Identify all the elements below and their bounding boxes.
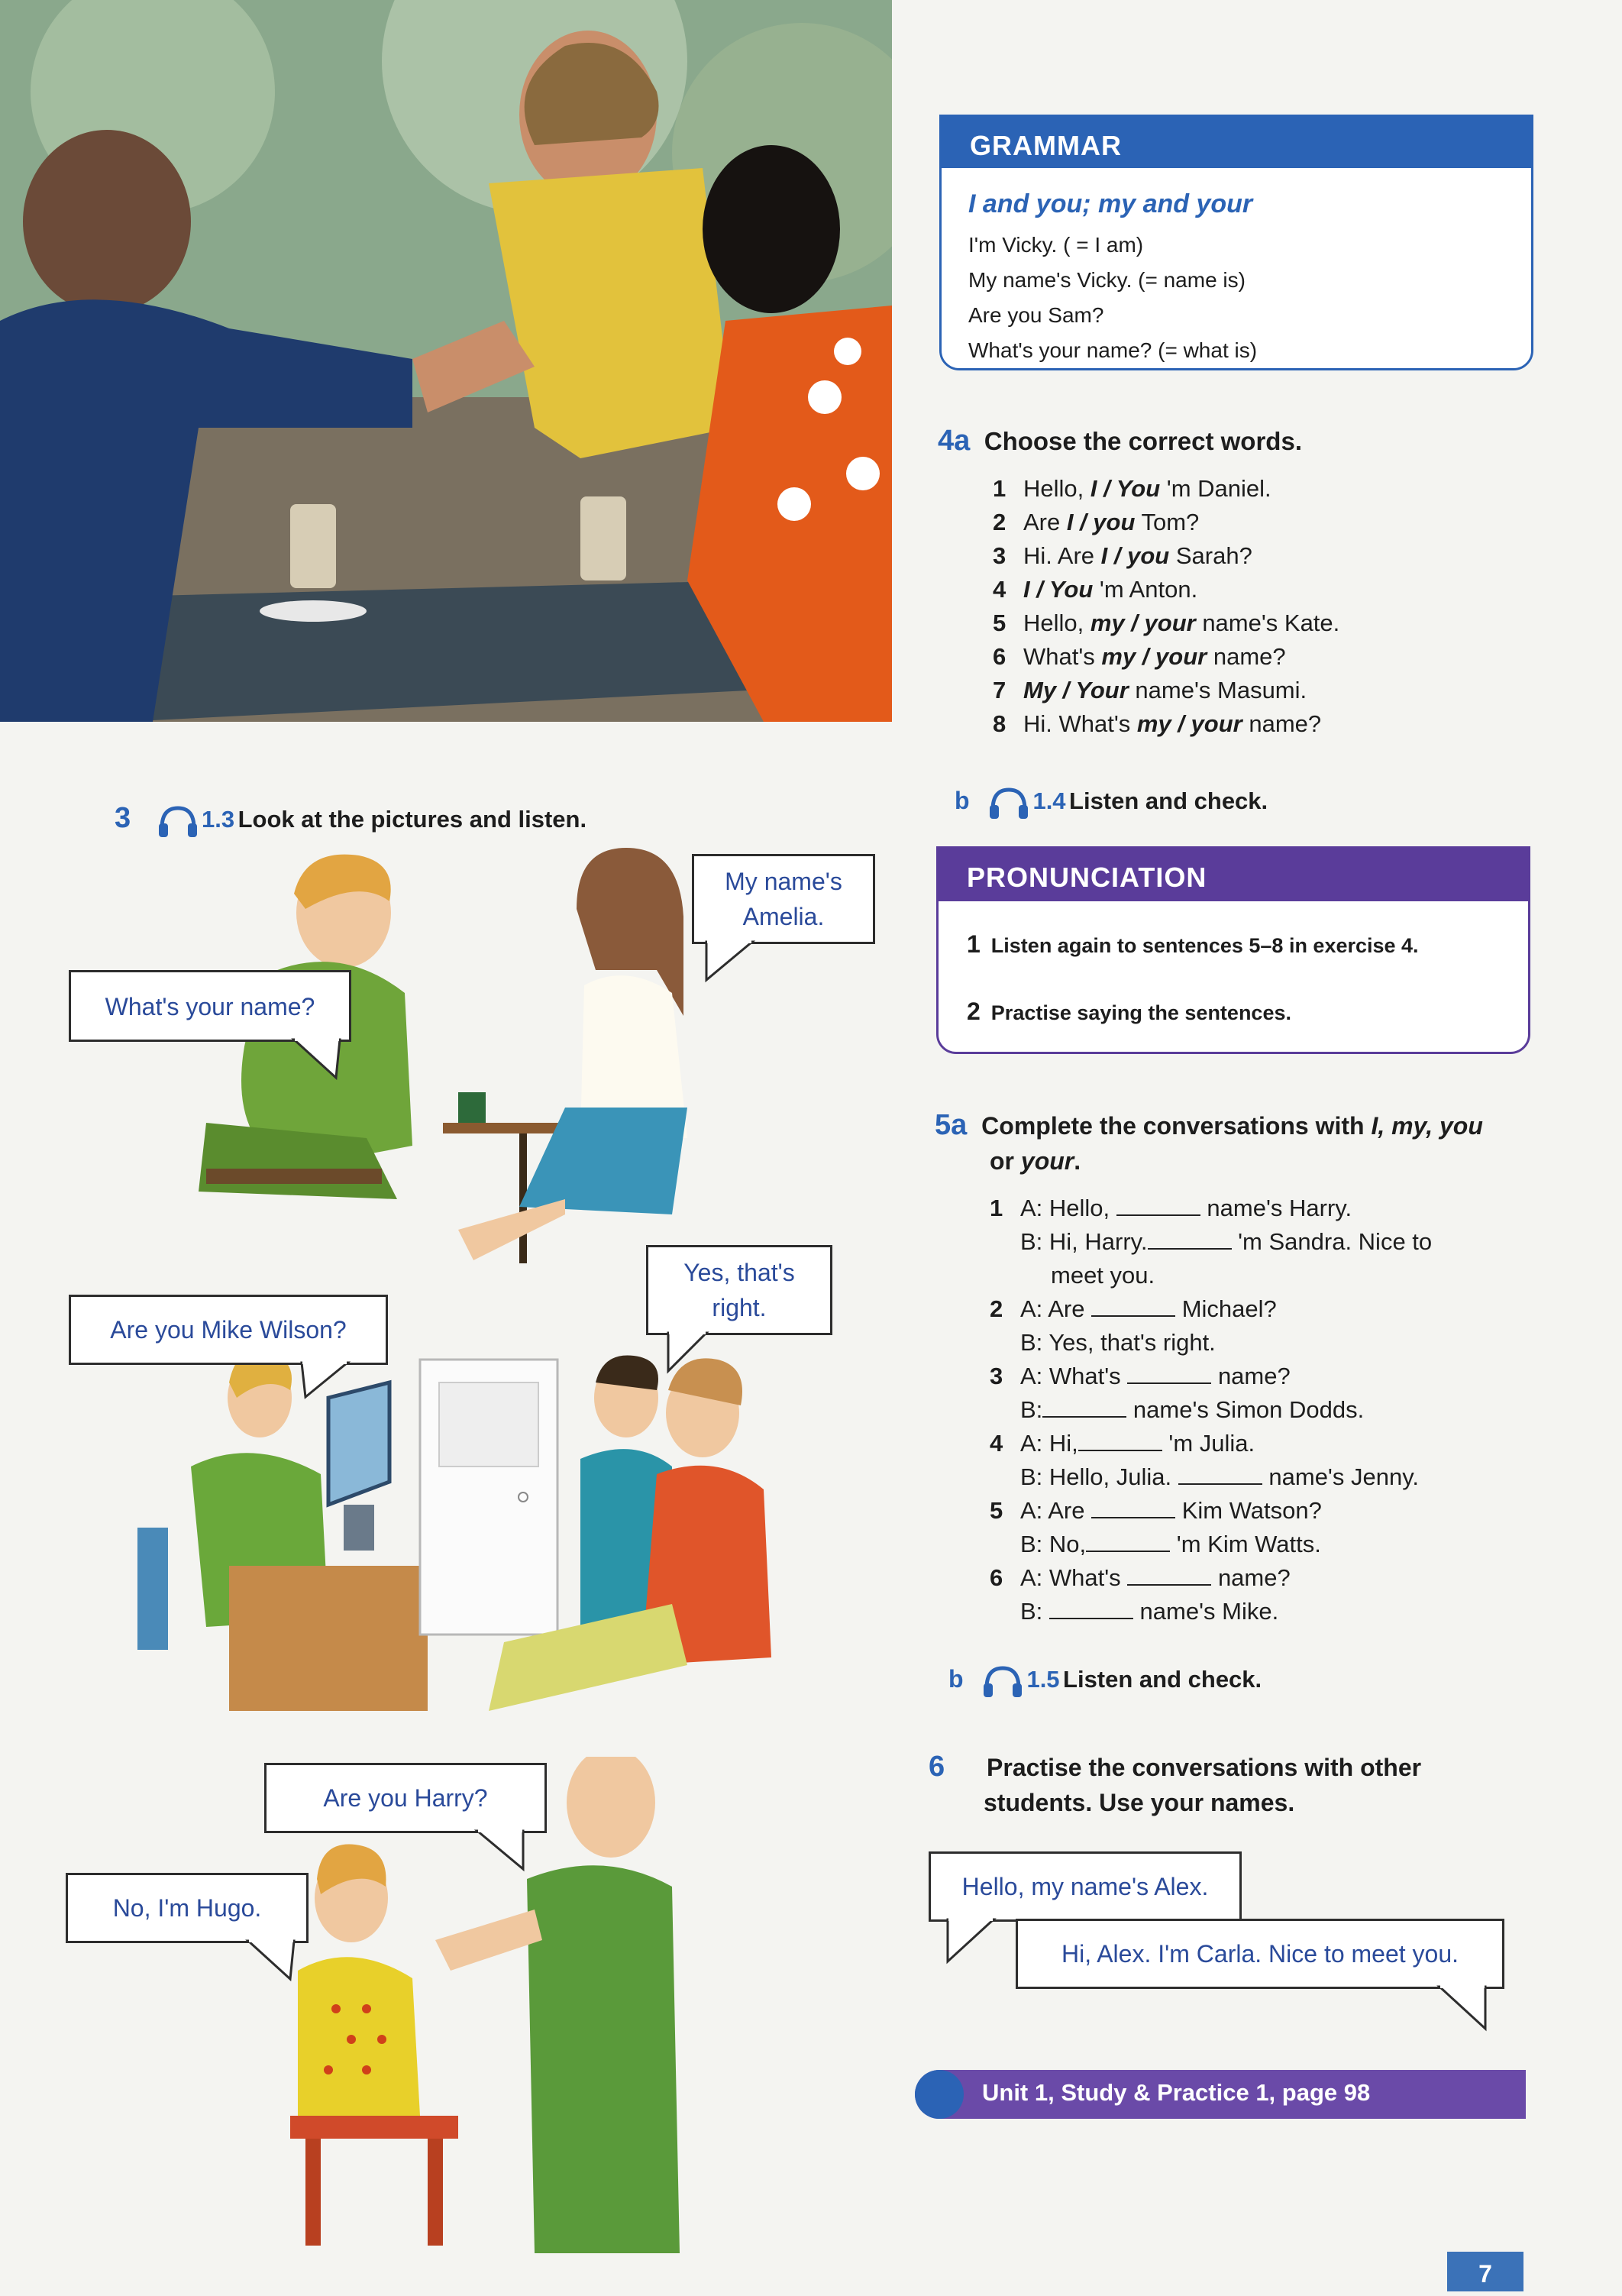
exercise-6-instruction: students. Use your names. — [984, 1789, 1295, 1816]
bubble-tail — [473, 1831, 527, 1873]
conversation-text: A: Are — [1020, 1295, 1085, 1322]
bubble-no-im-hugo — [66, 1873, 309, 1943]
conversation-line — [1051, 1259, 1432, 1292]
exercise-5a-conversations — [990, 1192, 1432, 1628]
conversation-text: A: Are — [1020, 1497, 1085, 1524]
item-text: name? — [1242, 710, 1322, 737]
item-choice[interactable]: I / You — [1023, 576, 1094, 603]
item-choice[interactable]: I / you — [1066, 509, 1136, 535]
conversation-text: A: Hi, — [1020, 1430, 1078, 1457]
exercise-6-heading — [929, 1749, 1421, 1820]
conversation-text: meet you. — [1051, 1262, 1155, 1289]
exercise-6-number: 6 — [929, 1751, 945, 1783]
item-text: Sarah? — [1169, 542, 1252, 569]
exercise-3-number: 3 — [115, 802, 131, 834]
conversation-text: A: Hello, — [1020, 1195, 1110, 1221]
exercise-5a-number: 5a — [935, 1109, 968, 1141]
item-text: 'm Daniel. — [1160, 475, 1271, 502]
conversation-line — [990, 1292, 1432, 1326]
list-item — [993, 506, 1339, 539]
blank-input[interactable] — [1078, 1430, 1162, 1451]
exercise-4b-label: b — [955, 787, 970, 814]
grammar-examples — [968, 228, 1257, 368]
conversation-text: 'm Julia. — [1168, 1430, 1255, 1457]
conversation-text: Michael? — [1181, 1295, 1277, 1322]
item-choice[interactable]: I / You — [1090, 475, 1161, 502]
conversation-line — [1020, 1393, 1432, 1427]
exercise-5a-words: I, my, you — [1371, 1112, 1483, 1140]
conversation-number: 6 — [990, 1564, 1003, 1591]
page-number: 7 — [1447, 2252, 1523, 2291]
bubble-tail — [290, 1040, 344, 1082]
blank-input[interactable] — [1178, 1463, 1262, 1485]
blank-input[interactable] — [1127, 1564, 1211, 1586]
grammar-example: My name's Vicky. (= name is) — [968, 268, 1246, 292]
conversation-text: B: — [1020, 1396, 1043, 1423]
bubble-yes-thats-right — [646, 1245, 832, 1335]
list-item — [993, 674, 1339, 707]
item-text: Hello, — [1023, 475, 1090, 502]
exercise-4a-heading — [938, 425, 1302, 458]
blank-input[interactable] — [1116, 1195, 1200, 1216]
conversation-line — [1020, 1326, 1432, 1360]
conversation-text: B: No, — [1020, 1531, 1087, 1557]
conversation-text: name? — [1217, 1564, 1291, 1591]
bubble-tail — [298, 1363, 351, 1401]
conversation-text: B: Yes, that's right. — [1020, 1329, 1216, 1356]
conversation-text: B: Hello, Julia. — [1020, 1463, 1172, 1490]
audio-track-1-3: 1.3 — [202, 806, 235, 833]
conversation-text: 'm Sandra. Nice to — [1238, 1228, 1433, 1255]
exercise-5b — [948, 1665, 1262, 1703]
item-text: Hello, — [1023, 610, 1090, 636]
cafe-photo — [0, 0, 892, 722]
conversation-number: 4 — [990, 1430, 1003, 1457]
conversation-text: B: Hi, Harry. — [1020, 1228, 1148, 1255]
exercise-5b-instruction: Listen and check. — [1063, 1666, 1262, 1693]
exercise-4b — [955, 787, 1268, 824]
blank-input[interactable] — [1042, 1396, 1126, 1418]
bubble-my-name-amelia — [692, 854, 875, 944]
audio-track-1-5: 1.5 — [1026, 1666, 1060, 1693]
exercise-5a-instruction: Complete the conversations with — [981, 1112, 1372, 1140]
item-text: Hi. What's — [1023, 710, 1137, 737]
conversation-text: name? — [1217, 1363, 1291, 1389]
list-item — [993, 573, 1339, 606]
conversation-line — [1020, 1595, 1432, 1628]
item-choice[interactable]: my / your — [1101, 643, 1207, 670]
bubble-hugo-text: No, I'm Hugo. — [112, 1894, 262, 1922]
item-number: 7 — [993, 677, 1006, 703]
item-number: 1 — [993, 475, 1006, 502]
exercise-4a-list — [993, 472, 1339, 741]
study-practice-reference[interactable]: Unit 1, Study & Practice 1, page 98 — [982, 2079, 1371, 2106]
item-number: 4 — [993, 576, 1006, 603]
item-choice[interactable]: My / Your — [1023, 677, 1129, 703]
conversation-text: Kim Watson? — [1181, 1497, 1322, 1524]
bubble-yes-line-1: Yes, that's — [683, 1259, 795, 1286]
bubble-alex-text: Hello, my name's Alex. — [961, 1873, 1209, 1900]
bubble-tail — [703, 942, 756, 984]
blank-input[interactable] — [1086, 1531, 1170, 1552]
pronunciation-item — [967, 998, 1291, 1026]
item-text: Tom? — [1135, 509, 1200, 535]
list-item — [993, 606, 1339, 640]
list-item — [993, 640, 1339, 674]
bubble-are-you-harry — [264, 1763, 547, 1833]
list-item — [993, 472, 1339, 506]
item-text: 'm Anton. — [1093, 576, 1198, 603]
conversation-line — [990, 1494, 1432, 1528]
item-number: 3 — [993, 542, 1006, 569]
conversation-text: name's Simon Dodds. — [1132, 1396, 1365, 1423]
conversation-number: 2 — [990, 1295, 1003, 1322]
grammar-subtitle: I and you; my and your — [968, 189, 1253, 218]
conversation-line — [990, 1192, 1432, 1225]
pronunciation-item — [967, 930, 1419, 959]
item-number: 6 — [993, 643, 1006, 670]
blank-input[interactable] — [1091, 1497, 1175, 1518]
bubble-mike-text: Are you Mike Wilson? — [110, 1316, 347, 1344]
item-number: 5 — [993, 610, 1006, 636]
item-text: name? — [1207, 643, 1286, 670]
exercise-3-instruction: Look at the pictures and listen. — [237, 806, 587, 833]
bubble-harry-text: Are you Harry? — [323, 1784, 488, 1812]
blank-input[interactable] — [1148, 1228, 1232, 1250]
item-text: name's Masumi. — [1128, 677, 1307, 703]
bubble-whats-your-name-text: What's your name? — [105, 993, 315, 1020]
item-choice[interactable]: I / you — [1100, 542, 1170, 569]
exercise-5a-word-your: your — [1020, 1147, 1074, 1175]
bubble-tail — [244, 1941, 298, 1983]
bubble-hi-alex-im-carla — [1016, 1919, 1504, 1989]
exercise-5a-period: . — [1074, 1147, 1081, 1175]
blank-input[interactable] — [1127, 1363, 1211, 1384]
conversation-text: A: What's — [1020, 1363, 1121, 1389]
conversation-text: A: What's — [1020, 1564, 1121, 1591]
pronunciation-item-number: 2 — [967, 998, 981, 1025]
pronunciation-item-text: Listen again to sentences 5–8 in exercise 4. — [990, 934, 1419, 957]
bubble-amelia-line-1: My name's — [725, 868, 842, 895]
conversation-line — [990, 1427, 1432, 1460]
item-number: 2 — [993, 509, 1006, 535]
item-text: Are — [1023, 509, 1067, 535]
exercise-6-instruction: Practise the conversations with other — [987, 1754, 1422, 1781]
bubble-hello-alex — [929, 1851, 1242, 1922]
conversation-number: 3 — [990, 1363, 1003, 1389]
bubble-are-you-mike-wilson — [69, 1295, 388, 1365]
pronunciation-title: PRONUNCIATION — [967, 862, 1207, 893]
list-item — [993, 539, 1339, 573]
bubble-whats-your-name — [69, 970, 351, 1042]
list-item — [993, 707, 1339, 741]
grammar-example: Are you Sam? — [968, 303, 1104, 327]
conversation-text: name's Jenny. — [1268, 1463, 1420, 1490]
bubble-tail — [944, 1919, 997, 1965]
conversation-text: B: — [1020, 1598, 1043, 1625]
illustration-cafe — [137, 848, 733, 1276]
pronunciation-item-text: Practise saying the sentences. — [990, 1001, 1291, 1024]
study-practice-dot — [915, 2070, 964, 2119]
headphones-icon[interactable] — [988, 787, 1029, 824]
conversation-line — [990, 1561, 1432, 1595]
pronunciation-item-number: 1 — [967, 930, 981, 958]
grammar-title: GRAMMAR — [970, 130, 1122, 161]
exercise-4b-instruction: Listen and check. — [1069, 787, 1268, 814]
bubble-tail — [1436, 1987, 1489, 2032]
exercise-4a-number: 4a — [938, 425, 971, 457]
bubble-yes-line-2: right. — [712, 1294, 767, 1321]
bubble-tail — [664, 1333, 710, 1375]
conversation-text: 'm Kim Watts. — [1176, 1531, 1321, 1557]
grammar-example: What's your name? (= what is) — [968, 338, 1258, 362]
blank-input[interactable] — [1049, 1598, 1133, 1619]
conversation-line — [1020, 1528, 1432, 1561]
item-choice[interactable]: my / your — [1136, 710, 1242, 737]
conversation-text: name's Mike. — [1139, 1598, 1279, 1625]
conversation-number: 5 — [990, 1497, 1003, 1524]
conversation-number: 1 — [990, 1195, 1003, 1221]
conversation-line — [1020, 1460, 1432, 1494]
bubble-carla-text: Hi, Alex. I'm Carla. Nice to meet you. — [1061, 1940, 1459, 1968]
audio-track-1-4: 1.4 — [1032, 787, 1066, 814]
conversation-line — [990, 1360, 1432, 1393]
exercise-5a-instruction-or: or — [990, 1147, 1021, 1175]
exercise-5b-label: b — [948, 1665, 964, 1693]
blank-input[interactable] — [1091, 1295, 1175, 1317]
grammar-example: I'm Vicky. ( = I am) — [968, 233, 1144, 257]
item-number: 8 — [993, 710, 1006, 737]
headphones-icon[interactable] — [982, 1665, 1023, 1703]
exercise-5a-heading — [935, 1108, 1530, 1179]
bubble-amelia-line-2: Amelia. — [742, 903, 825, 930]
exercise-3-heading — [115, 802, 586, 842]
conversation-line — [1020, 1225, 1432, 1259]
item-choice[interactable]: my / your — [1090, 610, 1196, 636]
exercise-4a-instruction: Choose the correct words. — [984, 427, 1302, 455]
item-text: What's — [1023, 643, 1102, 670]
item-text: Hi. Are — [1023, 542, 1101, 569]
conversation-text: name's Harry. — [1207, 1195, 1352, 1221]
item-text: name's Kate. — [1195, 610, 1340, 636]
headphones-icon[interactable] — [157, 805, 199, 842]
